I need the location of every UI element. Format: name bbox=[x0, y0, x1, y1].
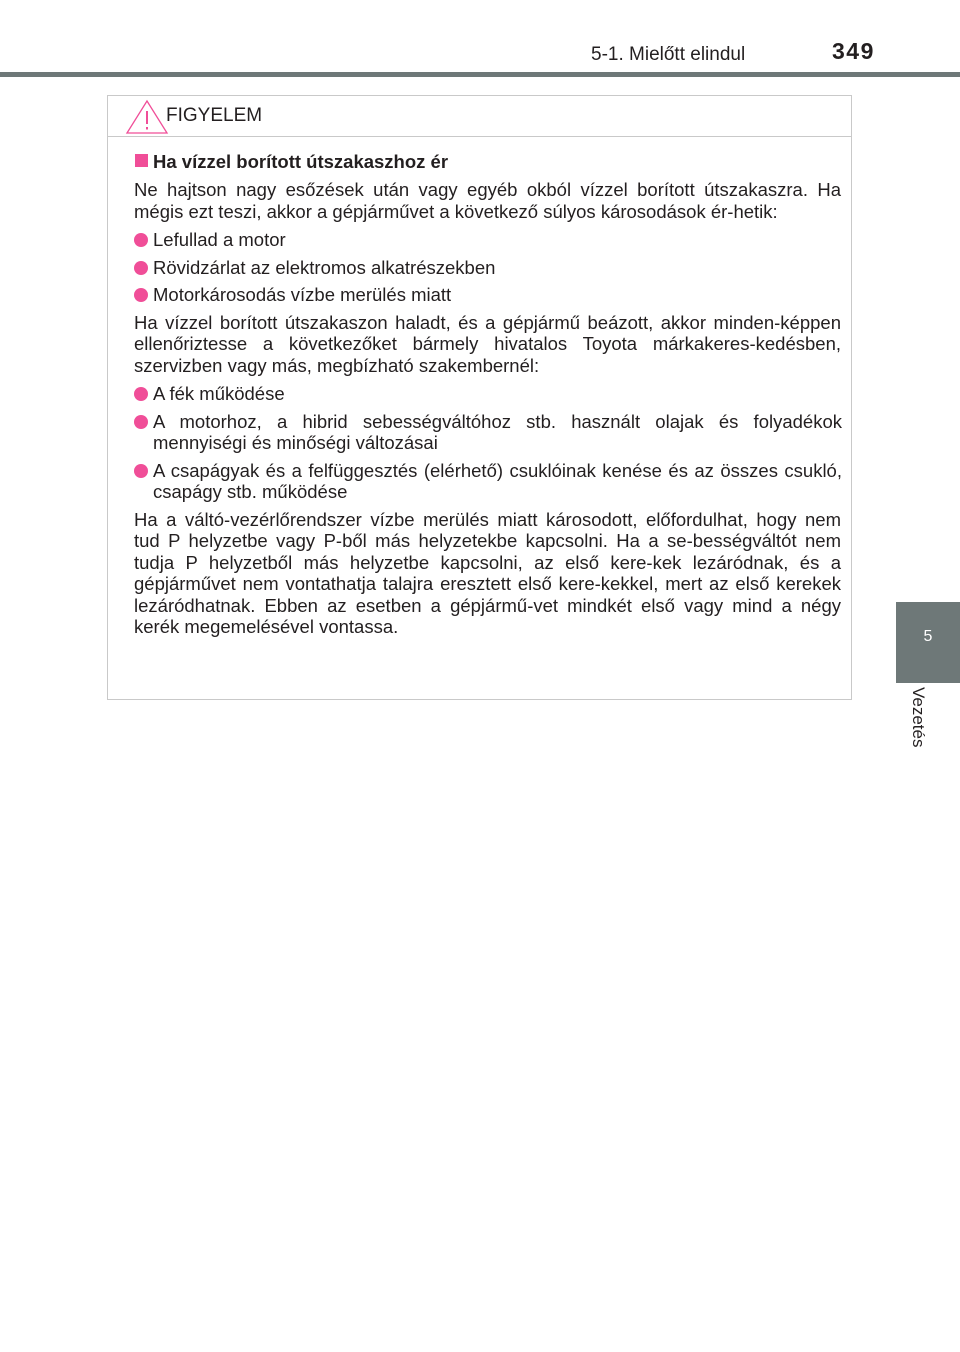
section-title: 5-1. Mielőtt elindul bbox=[591, 44, 746, 65]
warning-content bbox=[108, 151, 851, 645]
warning-triangle-icon bbox=[125, 99, 171, 135]
list-item-text: Lefullad a motor bbox=[153, 229, 286, 250]
list-item-text: A motorhoz, a hibrid sebességváltóhoz stb. használt olajak és folyadékok mennyiségi és minőségi változásai bbox=[153, 410, 842, 453]
list-item-text: A csapágyak és a felfüggesztés (elérhető) csuklóinak kenése és az összes csukló, csapágy stb. működése bbox=[153, 459, 842, 502]
list-item bbox=[134, 229, 842, 251]
square-marker-icon bbox=[135, 154, 148, 167]
closing-paragraph: Ha a váltó-vezérlőrendszer vízbe merülés miatt károsodott, előfordulhat, hogy nem tud P helyzetbe vagy P-ből más helyzetekbe kapcsolni. Ha a se-bességváltót nem tudja P helyzetből más helyzetbe kapcsolni, az első kere-kek lezáródnak, és a gépjárművet nem vontathatja talajra eresztett első kere-kekkel, mert az első kerekek lezáródhatnak. Ebben az esetben a gépjármű-vet mindkét első vagy mind a négy kerék megemelésével vontassa. bbox=[134, 508, 841, 637]
intro-paragraph: Ne hajtson nagy esőzések után vagy egyéb okból vízzel borított útszakaszra. Ha mégis ezt teszi, akkor a gépjárművet a következő súlyos károsodások ér-hetik: bbox=[134, 179, 841, 222]
bullet-dot-icon bbox=[134, 415, 148, 429]
warning-label: FIGYELEM bbox=[166, 105, 263, 126]
bullet-dot-icon bbox=[134, 261, 148, 275]
list-item-text: A fék működése bbox=[153, 383, 285, 404]
chapter-number: 5 bbox=[923, 628, 933, 645]
list-item bbox=[134, 284, 842, 306]
warning-header bbox=[108, 96, 851, 137]
list-item bbox=[134, 383, 842, 405]
list-item bbox=[134, 460, 842, 503]
warning-box bbox=[107, 95, 852, 700]
chapter-label: Vezetés bbox=[909, 687, 928, 748]
list-item-text: Rövidzárlat az elektromos alkatrészekben bbox=[153, 256, 496, 278]
list-item bbox=[134, 257, 842, 279]
bullet-dot-icon bbox=[134, 387, 148, 401]
page-number: 349 bbox=[832, 38, 875, 64]
section-heading-text: Ha vízzel borított útszakaszhoz ér bbox=[153, 151, 449, 172]
section-heading bbox=[135, 151, 851, 173]
bullet-dot-icon bbox=[134, 464, 148, 478]
bullet-dot-icon bbox=[134, 233, 148, 247]
check-intro-paragraph: Ha vízzel borított útszakaszon haladt, és a gépjármű beázott, akkor minden-képpen ellenőriztesse a következőket bármely hivatalos Toyota márkakeres-kedésben, szervizben vagy más, megbízható szakembernél: bbox=[134, 311, 841, 376]
bullet-dot-icon bbox=[134, 288, 148, 302]
header-rule bbox=[0, 72, 960, 77]
list-item bbox=[134, 411, 842, 454]
list-item-text: Motorkárosodás vízbe merülés miatt bbox=[153, 284, 452, 305]
